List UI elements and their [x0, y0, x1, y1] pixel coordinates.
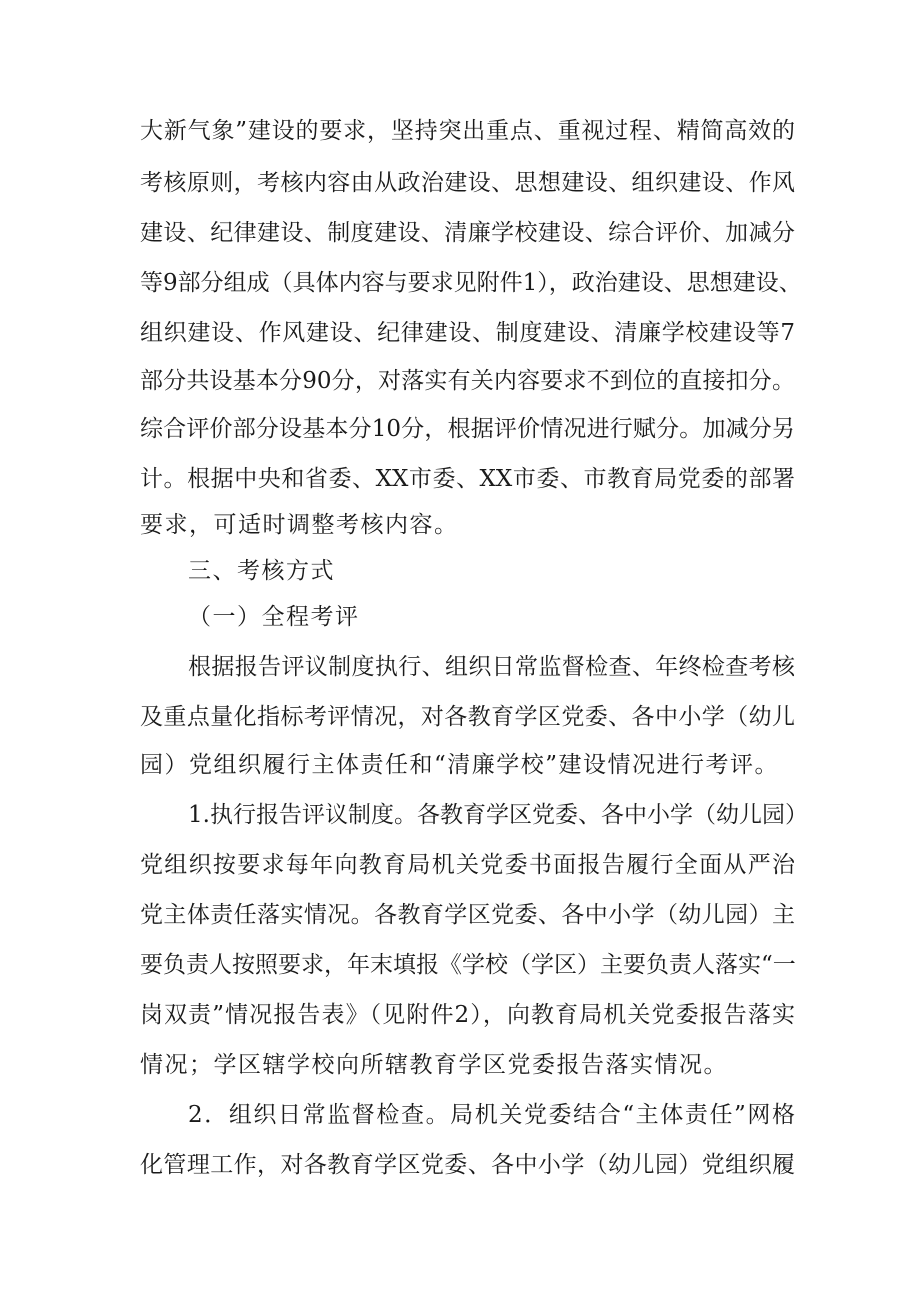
body-line: 组织建设、作风建设、纪律建设、制度建设、清廉学校建设等7	[140, 320, 795, 346]
body-line: 岗双责”情况报告表》（见附件2），向教育局机关党委报告落实	[140, 1002, 795, 1028]
body-line: 要求，可适时调整考核内容。	[140, 512, 459, 538]
body-line: 综合评价部分设基本分10分，根据评价情况进行赋分。加减分另	[140, 416, 795, 442]
body-line: 计。根据中央和省委、XX市委、XX市委、市教育局党委的部署	[140, 466, 795, 492]
body-line: 部分共设基本分90分，对落实有关内容要求不到位的直接扣分。	[140, 368, 795, 394]
body-line: 1.执行报告评议制度。各教育学区党委、各中小学（幼儿园）	[188, 802, 808, 828]
body-line: 大新气象”建设的要求，坚持突出重点、重视过程、精简高效的	[140, 118, 795, 144]
body-line: 考核原则，考核内容由从政治建设、思想建设、组织建设、作风	[140, 170, 795, 196]
body-line: 化管理工作，对各教育学区党委、各中小学（幼儿园）党组织履	[140, 1152, 795, 1178]
body-line: 园）党组织履行主体责任和“清廉学校”建设情况进行考评。	[140, 752, 780, 778]
body-line: 根据报告评议制度执行、组织日常监督检查、年终检查考核	[188, 654, 795, 680]
body-line: 2．组织日常监督检查。局机关党委结合“主体责任”网格	[188, 1102, 795, 1128]
body-line: 等9部分组成（具体内容与要求见附件1），政治建设、思想建设、	[140, 270, 802, 296]
body-line: 党主体责任落实情况。各教育学区党委、各中小学（幼儿园）主	[140, 902, 795, 928]
body-line: 要负责人按照要求，年末填报《学校（学区）主要负责人落实“一	[140, 952, 796, 978]
subsection-heading: （一）全程考评	[188, 604, 360, 630]
body-line: 建设、纪律建设、制度建设、清廉学校建设、综合评价、加减分	[140, 220, 795, 246]
body-line: 及重点量化指标考评情况，对各教育学区党委、各中小学（幼儿	[140, 704, 795, 730]
section-heading: 三、考核方式	[188, 558, 335, 584]
body-line: 党组织按要求每年向教育局机关党委书面报告履行全面从严治	[140, 852, 795, 878]
body-line: 情况；学区辖学校向所辖教育学区党委报告落实情况。	[140, 1052, 728, 1078]
